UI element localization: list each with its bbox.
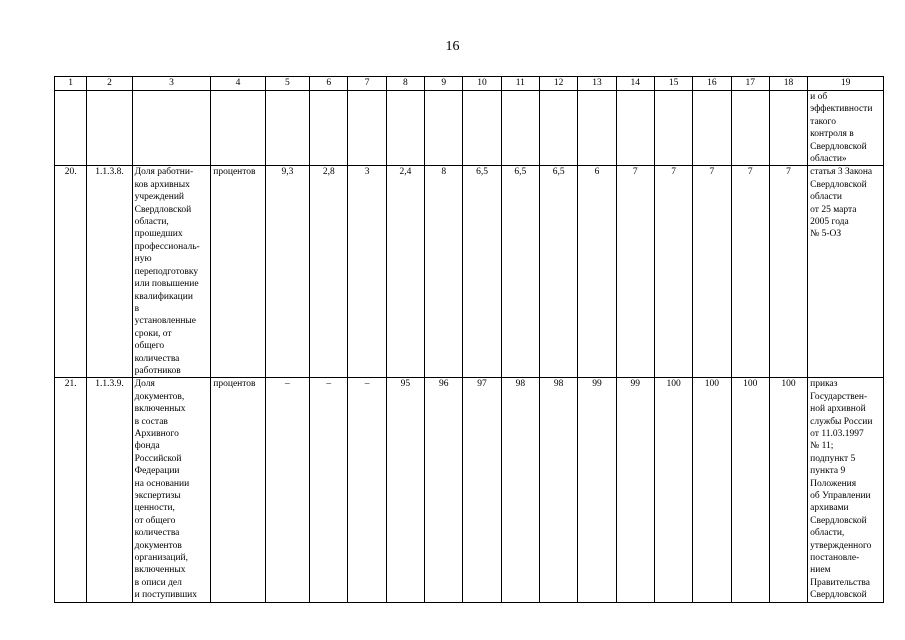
cell-col-1: 21. [55,378,87,602]
column-number-1: 1 [55,77,87,91]
column-number-3: 3 [132,77,211,91]
cell-col-17: 7 [731,166,769,378]
cell-col-9 [425,91,463,166]
column-number-5: 5 [265,77,309,91]
cell-col-10 [463,91,501,166]
cell-col-8: 95 [386,378,424,602]
cell-col-7 [348,91,386,166]
table-body [55,91,884,603]
indicators-table [54,76,884,603]
column-number-8: 8 [386,77,424,91]
column-number-19: 19 [808,77,884,91]
cell-col-5: 9,3 [265,166,309,378]
table-row [55,91,884,166]
cell-col-15: 100 [654,378,692,602]
cell-col-9: 8 [425,166,463,378]
cell-col-12 [539,91,577,166]
column-number-17: 17 [731,77,769,91]
cell-col-3 [132,91,211,166]
cell-col-6: 2,8 [310,166,348,378]
cell-col-5: – [265,378,309,602]
cell-col-3: Доля работни- ков архивных учреждений Свердловской области, прошедших профессиональ- ную переподготовку или повышение квалификации в установленные сроки, от общего количества работников [132,166,211,378]
column-number-6: 6 [310,77,348,91]
column-number-14: 14 [616,77,654,91]
cell-col-16: 100 [693,378,731,602]
cell-col-15: 7 [654,166,692,378]
column-number-2: 2 [87,77,132,91]
cell-col-2 [87,91,132,166]
column-number-15: 15 [654,77,692,91]
cell-col-18: 7 [769,166,807,378]
cell-col-3: Доля документов, включенных в состав Архивного фонда Российской Федерации на основании экспертизы ценности, от общего количества документов организаций, включенных в описи дел и поступивших [132,378,211,602]
cell-col-4: процентов [211,378,265,602]
column-number-7: 7 [348,77,386,91]
cell-col-7: 3 [348,166,386,378]
table-row [55,166,884,378]
cell-col-15 [654,91,692,166]
cell-col-10: 97 [463,378,501,602]
cell-col-19: и об эффективности такого контроля в Свердловской области» [808,91,884,166]
cell-col-6: – [310,378,348,602]
cell-col-13 [578,91,616,166]
cell-col-7: – [348,378,386,602]
cell-col-2: 1.1.3.9. [87,378,132,602]
cell-col-8 [386,91,424,166]
cell-col-6 [310,91,348,166]
cell-col-9: 96 [425,378,463,602]
cell-col-13: 6 [578,166,616,378]
column-number-16: 16 [693,77,731,91]
cell-col-4: процентов [211,166,265,378]
cell-col-11: 98 [501,378,539,602]
cell-col-10: 6,5 [463,166,501,378]
cell-col-1: 20. [55,166,87,378]
column-number-9: 9 [425,77,463,91]
cell-col-16: 7 [693,166,731,378]
column-number-13: 13 [578,77,616,91]
cell-col-2: 1.1.3.8. [87,166,132,378]
cell-col-12: 98 [539,378,577,602]
table-row [55,378,884,602]
column-number-row [55,77,884,91]
column-number-12: 12 [539,77,577,91]
cell-col-19: приказ Государствен- ной архивной службы России от 11.03.1997 № 11; подпункт 5 пункта 9 Положения об Управлении архивами Свердловской области, утвержденного постановле- нием Правительства Свердловской [808,378,884,602]
cell-col-19: статья 3 Закона Свердловской области от 25 марта 2005 года № 5-ОЗ [808,166,884,378]
column-number-18: 18 [769,77,807,91]
column-number-10: 10 [463,77,501,91]
cell-col-14 [616,91,654,166]
cell-col-11: 6,5 [501,166,539,378]
cell-col-14: 7 [616,166,654,378]
cell-col-17: 100 [731,378,769,602]
cell-col-5 [265,91,309,166]
cell-col-1 [55,91,87,166]
cell-col-18: 100 [769,378,807,602]
cell-col-4 [211,91,265,166]
cell-col-14: 99 [616,378,654,602]
page-number: 16 [445,39,460,54]
column-number-4: 4 [211,77,265,91]
cell-col-13: 99 [578,378,616,602]
cell-col-18 [769,91,807,166]
cell-col-17 [731,91,769,166]
cell-col-12: 6,5 [539,166,577,378]
column-number-11: 11 [501,77,539,91]
cell-col-16 [693,91,731,166]
cell-col-8: 2,4 [386,166,424,378]
cell-col-11 [501,91,539,166]
